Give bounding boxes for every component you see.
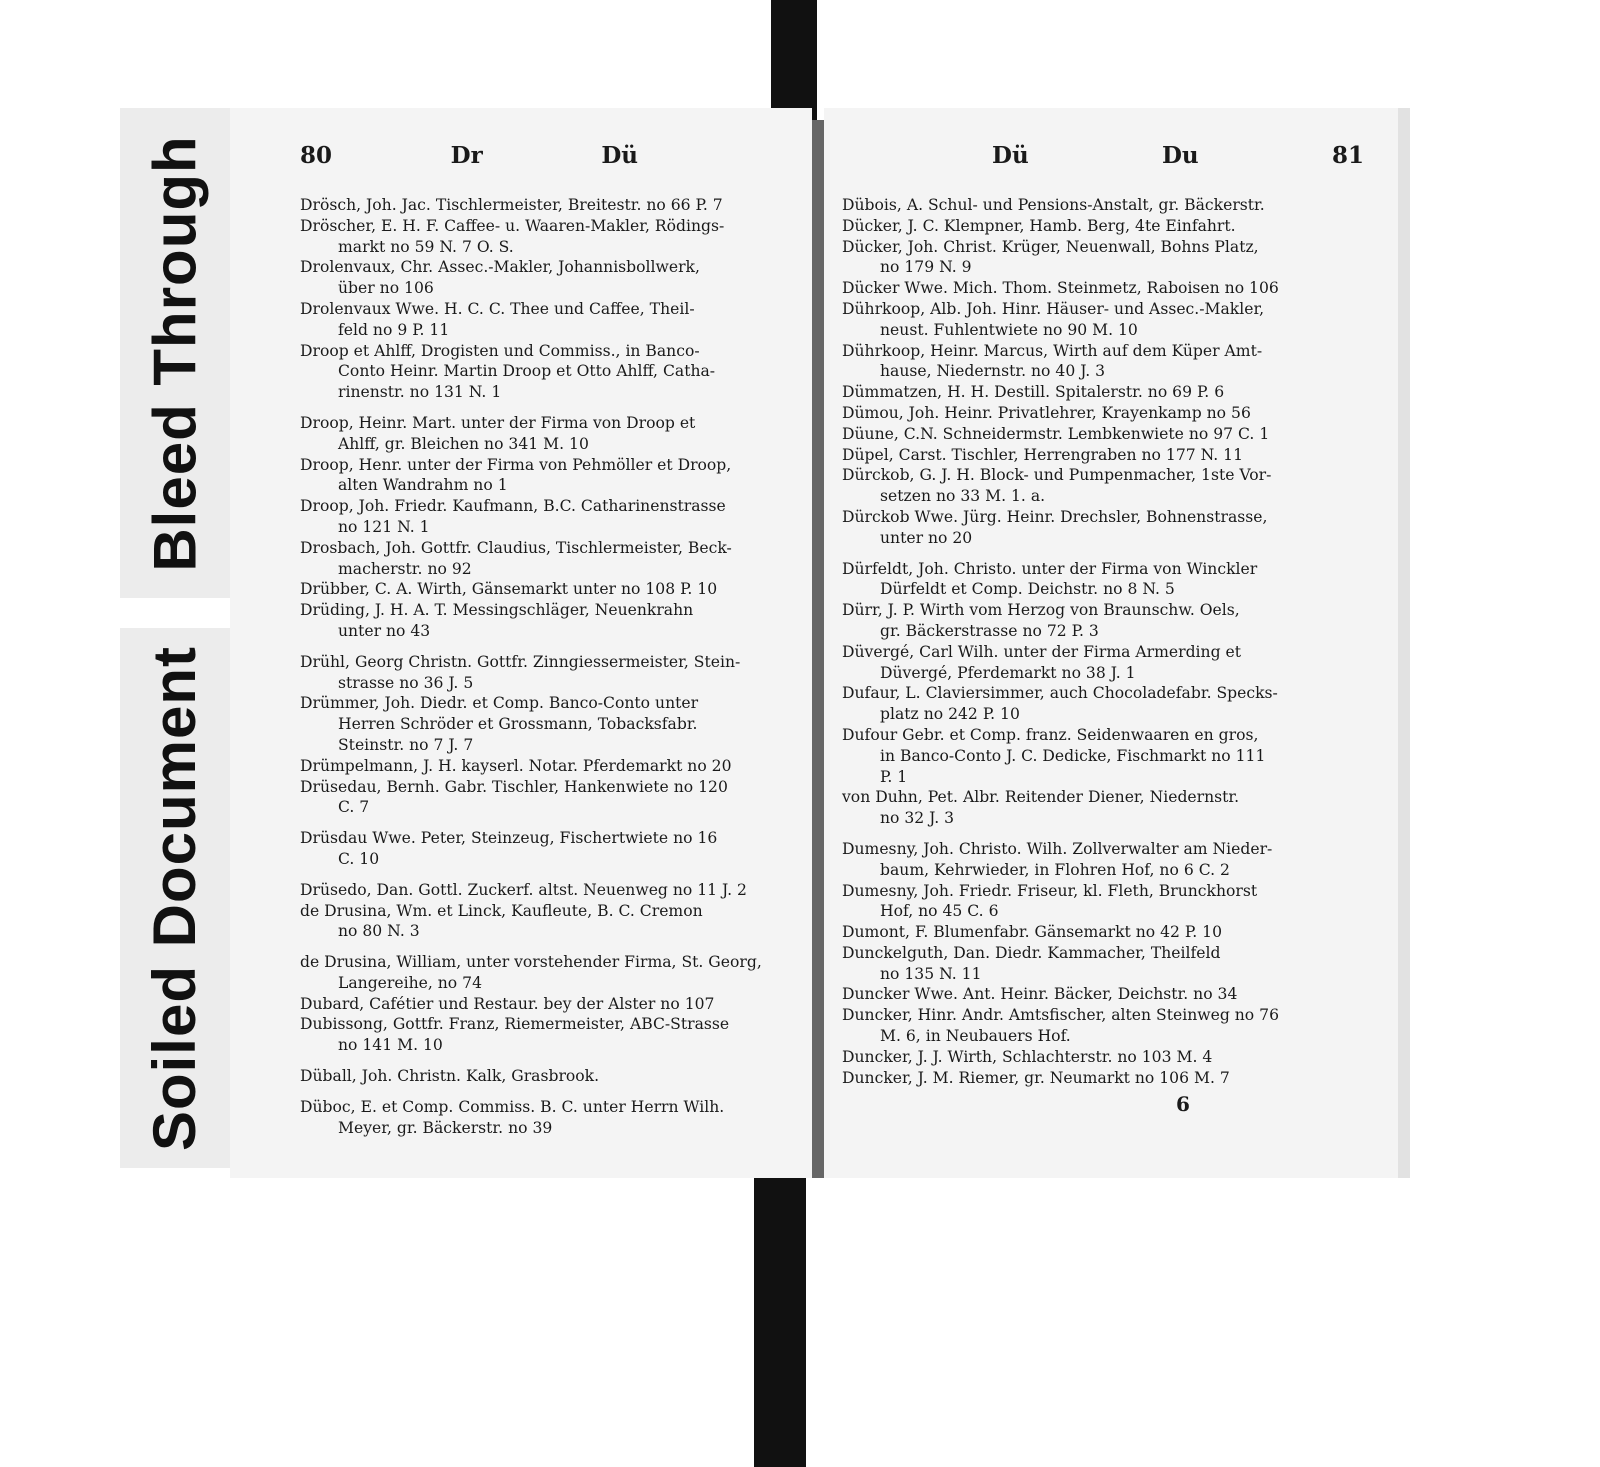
entry-line: Dücker, J. C. Klempner, Hamb. Berg, 4te Einfahrt.	[842, 216, 1236, 235]
directory-entry	[842, 683, 1364, 725]
directory-entry	[842, 600, 1364, 642]
entry-line: Dufour Gebr. et Comp. franz. Seidenwaaren en gros,	[842, 725, 1259, 744]
binding-strap-bottom	[754, 1178, 806, 1467]
directory-entry	[300, 299, 788, 341]
left-head-right: Dü	[601, 142, 638, 169]
entry-line: Dürfeldt, Joh. Christo. unter der Firma von Winckler	[842, 559, 1258, 578]
entry-line: in Banco-Conto J. C. Dedicke, Fischmarkt no 111	[880, 746, 1266, 765]
entry-line: Düvergé, Carl Wilh. unter der Firma Armerding et	[842, 642, 1242, 661]
directory-entry	[842, 725, 1364, 787]
directory-entry	[842, 922, 1364, 943]
signature-mark: 6	[1176, 1092, 1190, 1117]
entry-line: Dümmatzen, H. H. Destill. Spitalerstr. no 69 P. 6	[842, 383, 1225, 402]
entry-line: Drümpelmann, J. H. kayserl. Notar. Pferdemarkt no 20	[300, 756, 732, 775]
directory-entry	[842, 382, 1364, 403]
directory-entry	[842, 1068, 1364, 1089]
entry-line: no 32 J. 3	[880, 809, 955, 828]
entry-line: de Drusina, William, unter vorstehender Firma, St. Georg,	[300, 953, 762, 972]
left-page-number: 80	[300, 142, 333, 169]
entry-line: C. 10	[338, 849, 380, 868]
bleed-through-label	[120, 108, 230, 598]
entry-line: Droop, Heinr. Mart. unter der Firma von Droop et	[300, 413, 696, 432]
entry-line: setzen no 33 M. 1. a.	[880, 487, 1046, 506]
entry-line: Dunckelguth, Dan. Diedr. Kammacher, Theilfeld	[842, 943, 1221, 962]
directory-entry	[300, 1066, 788, 1087]
directory-entry	[300, 496, 788, 538]
entry-line: Dumesny, Joh. Friedr. Friseur, kl. Fleth, Brunckhorst	[842, 881, 1258, 900]
entry-line: Dübois, A. Schul- und Pensions-Anstalt, gr. Bäckerstr.	[842, 196, 1265, 214]
right-page	[824, 108, 1410, 1178]
directory-entry	[842, 445, 1364, 466]
entry-line: Dröscher, E. H. F. Caffee- u. Waaren-Makler, Rödings-	[300, 216, 725, 235]
entry-line: no 135 N. 11	[880, 964, 982, 983]
entry-line: über no 106	[338, 279, 434, 298]
directory-entry	[300, 901, 788, 943]
entry-line: Drosbach, Joh. Gottfr. Claudius, Tischlermeister, Beck-	[300, 538, 732, 557]
directory-entry	[842, 278, 1364, 299]
entry-line: Duncker, Hinr. Andr. Amtsfischer, alten Steinweg no 76	[842, 1006, 1279, 1025]
directory-entry	[842, 1047, 1364, 1068]
entry-line: Duncker, J. M. Riemer, gr. Neumarkt no 106 M. 7	[842, 1068, 1230, 1087]
entry-line: Dürckob Wwe. Jürg. Heinr. Drechsler, Bohnenstrasse,	[842, 507, 1268, 526]
directory-entry	[842, 341, 1364, 383]
entry-line: Conto Heinr. Martin Droop et Otto Ahlff, Catha-	[338, 362, 716, 381]
soiled-document-label	[120, 628, 230, 1168]
entry-line: Drümmer, Joh. Diedr. et Comp. Banco-Conto unter	[300, 694, 699, 713]
directory-entry	[842, 465, 1364, 507]
directory-entry	[300, 652, 788, 694]
entry-line: Meyer, gr. Bäckerstr. no 39	[338, 1118, 553, 1137]
bleed-through-text: Bleed Through	[141, 134, 209, 572]
entry-line: platz no 242 P. 10	[880, 705, 1020, 724]
directory-entry	[842, 559, 1364, 601]
directory-entry	[842, 787, 1364, 829]
directory-entry	[842, 507, 1364, 549]
left-page	[230, 108, 812, 1178]
entry-line: no 121 N. 1	[338, 517, 430, 536]
entry-line: Drüding, J. H. A. T. Messingschläger, Neuenkrahn	[300, 601, 694, 620]
entry-line: strasse no 36 J. 5	[338, 673, 474, 692]
entry-line: baum, Kehrwieder, in Flohren Hof, no 6 C. 2	[880, 860, 1230, 879]
directory-entry	[842, 424, 1364, 445]
entry-line: neust. Fuhlentwiete no 90 M. 10	[880, 320, 1138, 339]
left-head-left: Dr	[450, 142, 483, 169]
entry-line: Dürckob, G. J. H. Block- und Pumpenmacher, 1ste Vor-	[842, 466, 1272, 485]
entry-line: Droop, Joh. Friedr. Kaufmann, B.C. Catharinenstrasse	[300, 497, 726, 516]
directory-entry	[842, 1005, 1364, 1047]
entry-line: P. 1	[880, 767, 908, 786]
entry-line: Dumesny, Joh. Christo. Wilh. Zollverwalter am Nieder-	[842, 839, 1273, 858]
directory-entry	[300, 257, 788, 299]
entry-line: no 179 N. 9	[880, 258, 972, 277]
entry-line: Dücker, Joh. Christ. Krüger, Neuenwall, Bohns Platz,	[842, 237, 1259, 256]
entry-line: Düboc, E. et Comp. Commiss. B. C. unter Herrn Wilh.	[300, 1097, 725, 1116]
directory-entry	[300, 216, 788, 258]
directory-entry	[842, 984, 1364, 1005]
entry-line: no 141 M. 10	[338, 1036, 443, 1055]
entry-line: Düvergé, Pferdemarkt no 38 J. 1	[880, 663, 1136, 682]
entry-line: Droop, Henr. unter der Firma von Pehmöller et Droop,	[300, 455, 732, 474]
entry-line: Dumont, F. Blumenfabr. Gänsemarkt no 42 P. 10	[842, 923, 1223, 942]
entry-line: Dubard, Cafétier und Restaur. bey der Alster no 107	[300, 994, 715, 1013]
entry-line: Ahlff, gr. Bleichen no 341 M. 10	[338, 434, 589, 453]
directory-entry	[842, 839, 1364, 881]
entry-line: Langereihe, no 74	[338, 973, 482, 992]
entry-line: no 80 N. 3	[338, 922, 420, 941]
book-gutter	[812, 120, 824, 1178]
left-page-header	[300, 142, 788, 169]
entry-line: feld no 9 P. 11	[338, 320, 450, 339]
directory-entry	[300, 341, 788, 403]
soiled-document-text: Soiled Document	[141, 645, 209, 1151]
entry-line: Duncker, J. J. Wirth, Schlachterstr. no 103 M. 4	[842, 1047, 1213, 1066]
directory-entry	[300, 455, 788, 497]
entry-line: Herren Schröder et Grossmann, Tobacksfabr.	[338, 715, 698, 734]
directory-entry	[300, 693, 788, 755]
directory-entry	[300, 952, 788, 994]
directory-entry	[300, 777, 788, 819]
entry-line: Dürfeldt et Comp. Deichstr. no 8 N. 5	[880, 580, 1175, 599]
directory-entry	[300, 413, 788, 455]
left-entry-list	[300, 195, 788, 1138]
entry-line: Dubissong, Gottfr. Franz, Riemermeister, ABC-Strasse	[300, 1015, 730, 1034]
directory-entry	[842, 237, 1364, 279]
right-head-left: Dü	[992, 142, 1029, 169]
entry-line: gr. Bäckerstrasse no 72 P. 3	[880, 621, 1099, 640]
entry-line: Düune, C.N. Schneidermstr. Lembkenwiete no 97 C. 1	[842, 424, 1270, 443]
entry-line: Düball, Joh. Christn. Kalk, Grasbrook.	[300, 1067, 600, 1086]
entry-line: Duncker Wwe. Ant. Heinr. Bäcker, Deichstr. no 34	[842, 985, 1238, 1004]
entry-line: Drübber, C. A. Wirth, Gänsemarkt unter no 108 P. 10	[300, 580, 718, 599]
entry-line: M. 6, in Neubauers Hof.	[880, 1027, 1071, 1046]
directory-entry	[300, 994, 788, 1015]
entry-line: Drüsedo, Dan. Gottl. Zuckerf. altst. Neuenweg no 11 J. 2	[300, 880, 747, 899]
entry-line: macherstr. no 92	[338, 559, 472, 578]
entry-line: Drösch, Joh. Jac. Tischlermeister, Breitestr. no 66 P. 7	[300, 196, 723, 214]
entry-line: Dürr, J. P. Wirth vom Herzog von Braunschw. Oels,	[842, 601, 1240, 620]
entry-line: Drolenvaux Wwe. H. C. C. Thee und Caffee, Theil-	[300, 299, 695, 318]
entry-line: alten Wandrahm no 1	[338, 476, 508, 495]
directory-entry	[842, 642, 1364, 684]
directory-entry	[300, 579, 788, 600]
directory-entry	[842, 881, 1364, 923]
directory-entry	[842, 216, 1364, 237]
entry-line: Dührkoop, Alb. Joh. Hinr. Häuser- und Assec.-Makler,	[842, 299, 1265, 318]
directory-entry	[842, 943, 1364, 985]
entry-line: Drüsedau, Bernh. Gabr. Tischler, Hankenwiete no 120	[300, 777, 728, 796]
entry-line: unter no 43	[338, 621, 431, 640]
right-head-right: Du	[1161, 142, 1199, 169]
entry-line: C. 7	[338, 798, 370, 817]
right-entry-list	[842, 195, 1364, 1088]
entry-line: hause, Niedernstr. no 40 J. 3	[880, 362, 1106, 381]
entry-line: Düpel, Carst. Tischler, Herrengraben no 177 N. 11	[842, 445, 1244, 464]
directory-entry	[300, 880, 788, 901]
entry-line: de Drusina, Wm. et Linck, Kaufleute, B. C. Cremon	[300, 901, 703, 920]
entry-line: markt no 59 N. 7 O. S.	[338, 237, 514, 256]
directory-entry	[300, 1014, 788, 1056]
directory-entry	[300, 1097, 788, 1139]
entry-line: Dümou, Joh. Heinr. Privatlehrer, Krayenkamp no 56	[842, 403, 1251, 422]
directory-entry	[300, 538, 788, 580]
entry-line: Steinstr. no 7 J. 7	[338, 735, 474, 754]
directory-entry	[300, 600, 788, 642]
directory-entry	[842, 299, 1364, 341]
right-page-number: 81	[1331, 142, 1364, 169]
directory-entry	[842, 195, 1364, 216]
entry-line: Dücker Wwe. Mich. Thom. Steinmetz, Raboisen no 106	[842, 279, 1279, 298]
directory-entry	[300, 195, 788, 216]
entry-line: Drolenvaux, Chr. Assec.-Makler, Johannisbollwerk,	[300, 258, 700, 277]
entry-line: Dührkoop, Heinr. Marcus, Wirth auf dem Küper Amt-	[842, 341, 1263, 360]
entry-line: Dufaur, L. Claviersimmer, auch Chocoladefabr. Specks-	[842, 684, 1278, 703]
entry-line: Hof, no 45 C. 6	[880, 902, 999, 921]
directory-entry	[842, 403, 1364, 424]
entry-line: rinenstr. no 131 N. 1	[338, 383, 502, 402]
directory-entry	[300, 756, 788, 777]
directory-entry	[300, 828, 788, 870]
entry-line: Drühl, Georg Christn. Gottfr. Zinngiessermeister, Stein-	[300, 652, 741, 671]
entry-line: Drüsdau Wwe. Peter, Steinzeug, Fischertwiete no 16	[300, 829, 718, 848]
right-page-header	[842, 142, 1364, 169]
entry-line: Droop et Ahlff, Drogisten und Commiss., in Banco-	[300, 341, 700, 360]
entry-line: unter no 20	[880, 528, 973, 547]
entry-line: von Duhn, Pet. Albr. Reitender Diener, Niedernstr.	[842, 788, 1240, 807]
